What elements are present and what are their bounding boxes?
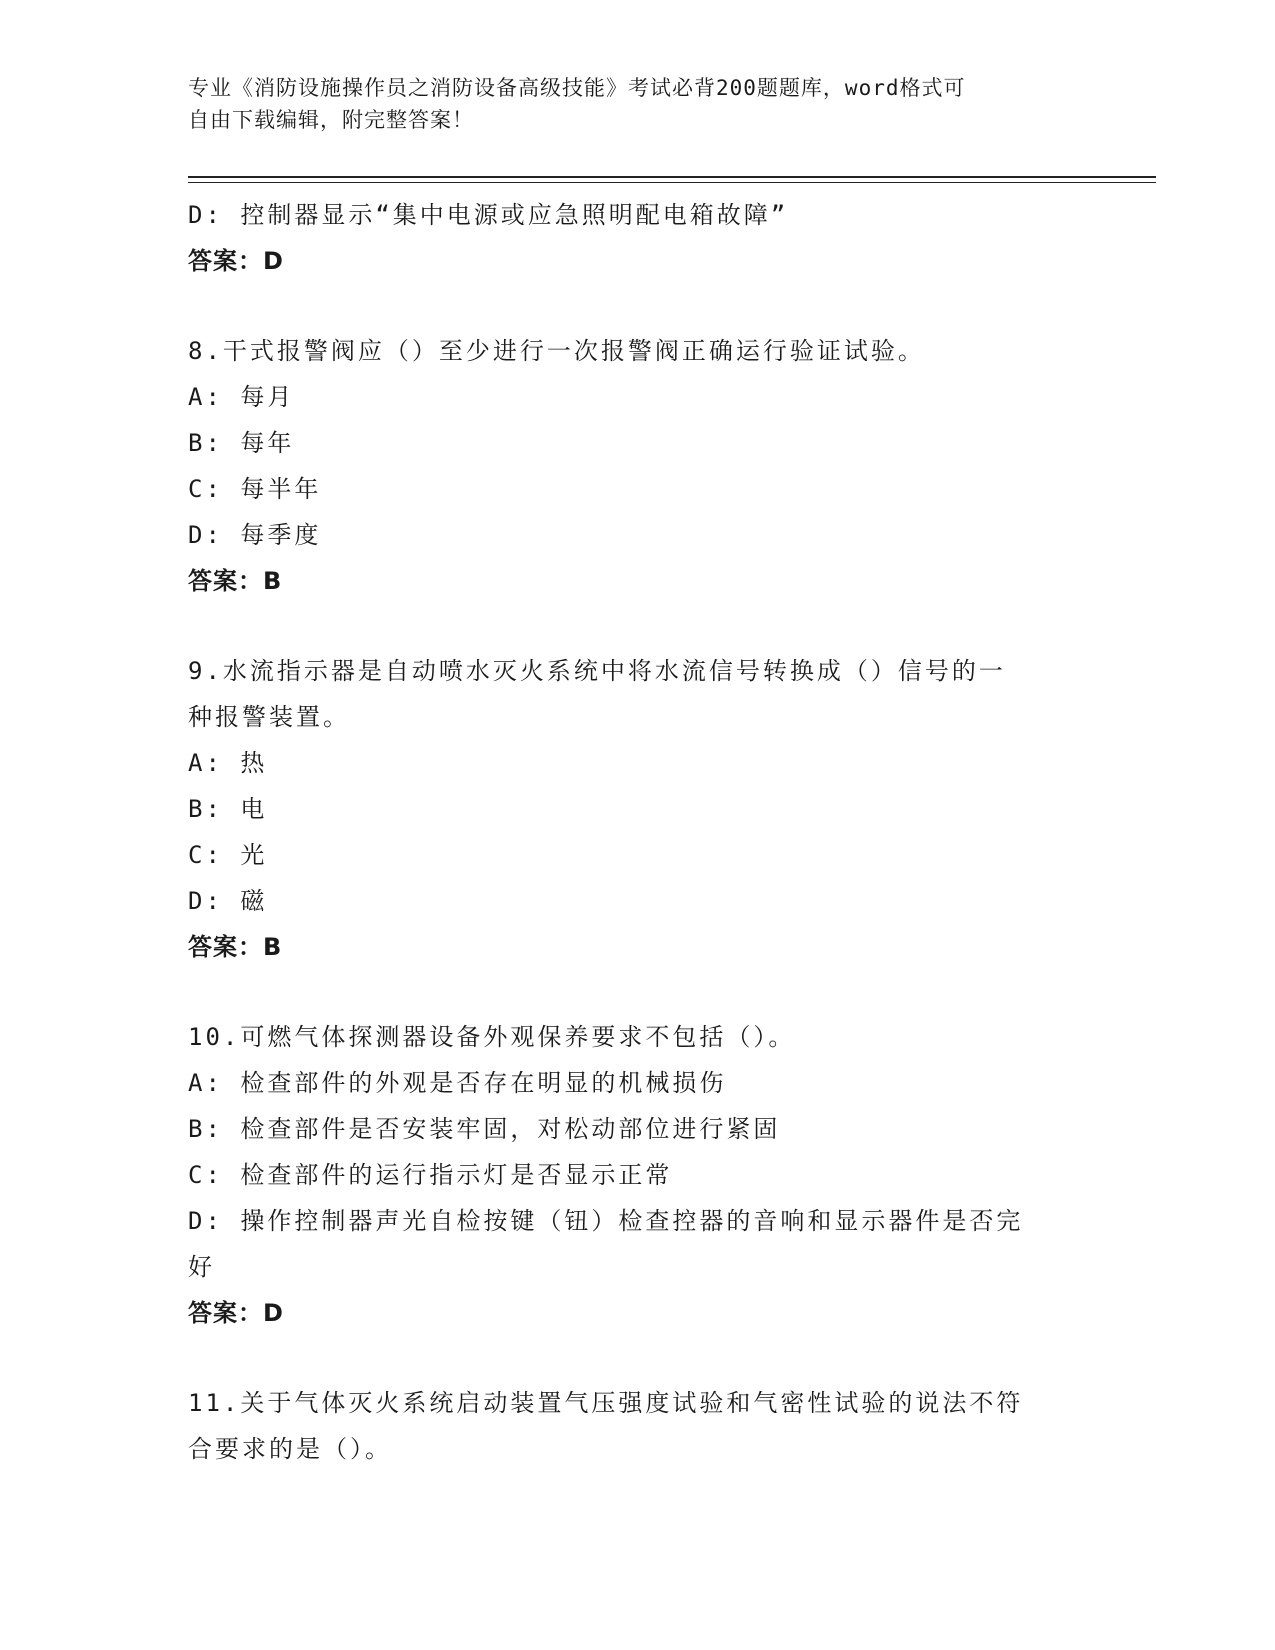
question-text-line-2: 合要求的是（）。 xyxy=(188,1435,392,1463)
option-a: A: 热 xyxy=(188,749,268,777)
answer: 答案：B xyxy=(188,933,283,961)
option-c: C: 光 xyxy=(188,841,268,869)
option-c: C: 每半年 xyxy=(188,475,322,503)
question-text-line-2: 种报警装置。 xyxy=(188,703,350,731)
option-c: C: 检查部件的运行指示灯是否显示正常 xyxy=(188,1161,673,1189)
option-b: B: 电 xyxy=(188,795,268,823)
question-text-line-1: 9.水流指示器是自动喷水灭火系统中将水流信号转换成（）信号的一 xyxy=(188,657,1006,685)
prev-question xyxy=(188,192,1088,284)
question-text: 8.干式报警阀应（）至少进行一次报警阀正确运行验证试验。 xyxy=(188,337,925,365)
question-9 xyxy=(188,648,1088,970)
header-line-2: 自由下载编辑，附完整答案！ xyxy=(188,108,474,132)
option-d: D: 操作控制器声光自检按键（钮）检查控器的音响和显示器件是否完 xyxy=(188,1207,1024,1235)
question-10 xyxy=(188,1014,1088,1336)
header-divider-thick xyxy=(188,176,1156,178)
question-8 xyxy=(188,328,1088,604)
option-a: A: 每月 xyxy=(188,383,295,411)
answer: 答案：D xyxy=(188,1299,284,1327)
option-b: B: 检查部件是否安装牢固，对松动部位进行紧固 xyxy=(188,1115,781,1143)
header-line-1: 专业《消防设施操作员之消防设备高级技能》考试必背200题题库，word格式可 xyxy=(188,76,966,100)
document-header xyxy=(188,72,1068,136)
option-d-continued: 好 xyxy=(188,1253,215,1281)
option-a: A: 检查部件的外观是否存在明显的机械损伤 xyxy=(188,1069,727,1097)
option-d: D: 磁 xyxy=(188,887,268,915)
option-b: B: 每年 xyxy=(188,429,295,457)
question-list xyxy=(188,192,1088,1472)
question-text-line-1: 11.关于气体灭火系统启动装置气压强度试验和气密性试验的说法不符 xyxy=(188,1389,1024,1417)
header-divider-thin xyxy=(188,182,1156,183)
answer: 答案：B xyxy=(188,567,283,595)
option-d: D: 控制器显示“集中电源或应急照明配电箱故障” xyxy=(188,201,789,229)
answer: 答案：D xyxy=(188,247,284,275)
question-11 xyxy=(188,1380,1088,1472)
option-d: D: 每季度 xyxy=(188,521,322,549)
question-text: 10.可燃气体探测器设备外观保养要求不包括（）。 xyxy=(188,1023,796,1051)
